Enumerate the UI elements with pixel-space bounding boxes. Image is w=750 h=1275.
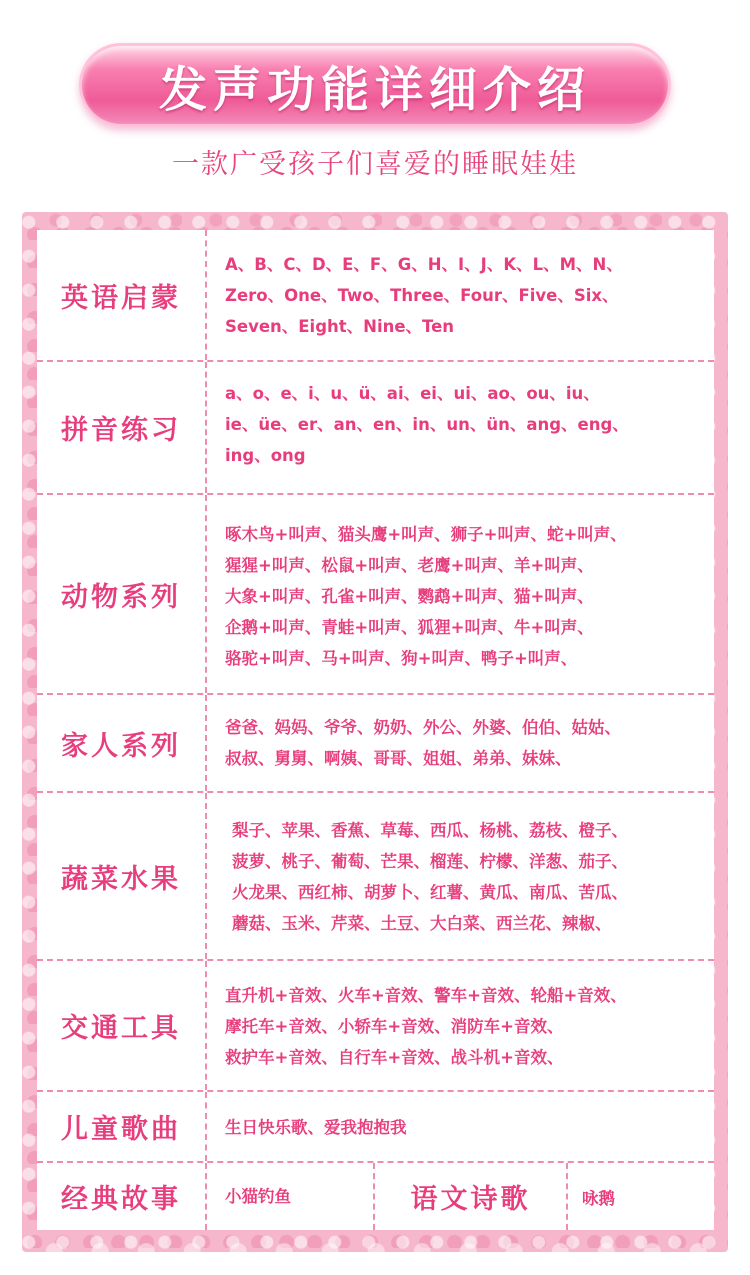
row-content-produce xyxy=(232,815,704,939)
row-label-animals: 动物系列 xyxy=(37,495,207,693)
content-line: 骆驼+叫声、马+叫声、狗+叫声、鸭子+叫声、 xyxy=(225,649,578,668)
content-line: 爸爸、妈妈、爷爷、奶奶、外公、外婆、伯伯、姑姑、 xyxy=(225,718,621,737)
table-row-songs xyxy=(37,1092,714,1163)
content-line: ie、üe、er、an、en、in、un、ün、ang、eng、 xyxy=(225,415,629,434)
content-line: 叔叔、舅舅、啊姨、哥哥、姐姐、弟弟、妹妹、 xyxy=(225,749,572,768)
row-label-stories: 经典故事 xyxy=(37,1163,207,1230)
title-banner xyxy=(79,43,671,127)
page-title: 发声功能详细介绍 xyxy=(158,61,591,118)
row-label-pinyin: 拼音练习 xyxy=(37,362,207,493)
content-line: 菠萝、桃子、葡萄、芒果、榴莲、柠檬、洋葱、茄子、 xyxy=(232,852,628,871)
content-line: 生日快乐歌、爱我抱抱我 xyxy=(225,1118,407,1137)
table-row-family xyxy=(37,695,714,793)
row-label-poems: 语文诗歌 xyxy=(373,1163,568,1230)
table-row-vehicles xyxy=(37,961,714,1092)
row-content-songs xyxy=(225,1112,704,1143)
content-line: 小猫钓鱼 xyxy=(225,1187,291,1206)
content-line: 救护车+音效、自行车+音效、战斗机+音效、 xyxy=(225,1048,564,1067)
content-line: 啄木鸟+叫声、猫头鹰+叫声、狮子+叫声、蛇+叫声、 xyxy=(225,525,627,544)
content-line: 企鹅+叫声、青蛙+叫声、狐狸+叫声、牛+叫声、 xyxy=(225,618,594,637)
content-line: 猩猩+叫声、松鼠+叫声、老鹰+叫声、羊+叫声、 xyxy=(225,556,594,575)
row-label-family: 家人系列 xyxy=(37,695,207,791)
content-line: 直升机+音效、火车+音效、警车+音效、轮船+音效、 xyxy=(225,986,627,1005)
feature-table xyxy=(37,230,714,1230)
row-content-animals xyxy=(225,519,704,674)
row-content-pinyin xyxy=(225,378,704,471)
content-line: 大象+叫声、孔雀+叫声、鹦鹉+叫声、猫+叫声、 xyxy=(225,587,594,606)
content-line: Seven、Eight、Nine、Ten xyxy=(225,317,455,336)
row-label-english: 英语启蒙 xyxy=(37,230,207,360)
table-row-pinyin xyxy=(37,362,714,495)
row-content-family xyxy=(225,712,704,774)
row-content-vehicles xyxy=(225,980,704,1073)
table-row-english xyxy=(37,230,714,362)
page-subtitle: 一款广受孩子们喜爱的睡眠娃娃 xyxy=(172,149,578,180)
row-label-produce: 蔬菜水果 xyxy=(37,793,207,959)
content-line: Zero、One、Two、Three、Four、Five、Six、 xyxy=(225,286,619,305)
content-line: A、B、C、D、E、F、G、H、I、J、K、L、M、N、 xyxy=(225,255,623,274)
content-line: 梨子、苹果、香蕉、草莓、西瓜、杨桃、荔枝、橙子、 xyxy=(232,821,628,840)
row-label-vehicles: 交通工具 xyxy=(37,961,207,1090)
row-content-english xyxy=(225,249,704,342)
content-line: 摩托车+音效、小轿车+音效、消防车+音效、 xyxy=(225,1017,564,1036)
table-row-stories-poems xyxy=(37,1163,714,1230)
content-line: a、o、e、i、u、ü、ai、ei、ui、ao、ou、iu、 xyxy=(225,384,600,403)
table-row-animals xyxy=(37,495,714,695)
content-line: 蘑菇、玉米、芹菜、土豆、大白菜、西兰花、辣椒、 xyxy=(232,914,612,933)
table-row-produce xyxy=(37,793,714,961)
content-line: ing、ong xyxy=(225,446,306,465)
row-content-poems: 咏鹅 xyxy=(582,1188,615,1208)
content-line: 火龙果、西红柿、胡萝卜、红薯、黄瓜、南瓜、苦瓜、 xyxy=(232,883,628,902)
row-label-songs: 儿童歌曲 xyxy=(37,1092,207,1161)
